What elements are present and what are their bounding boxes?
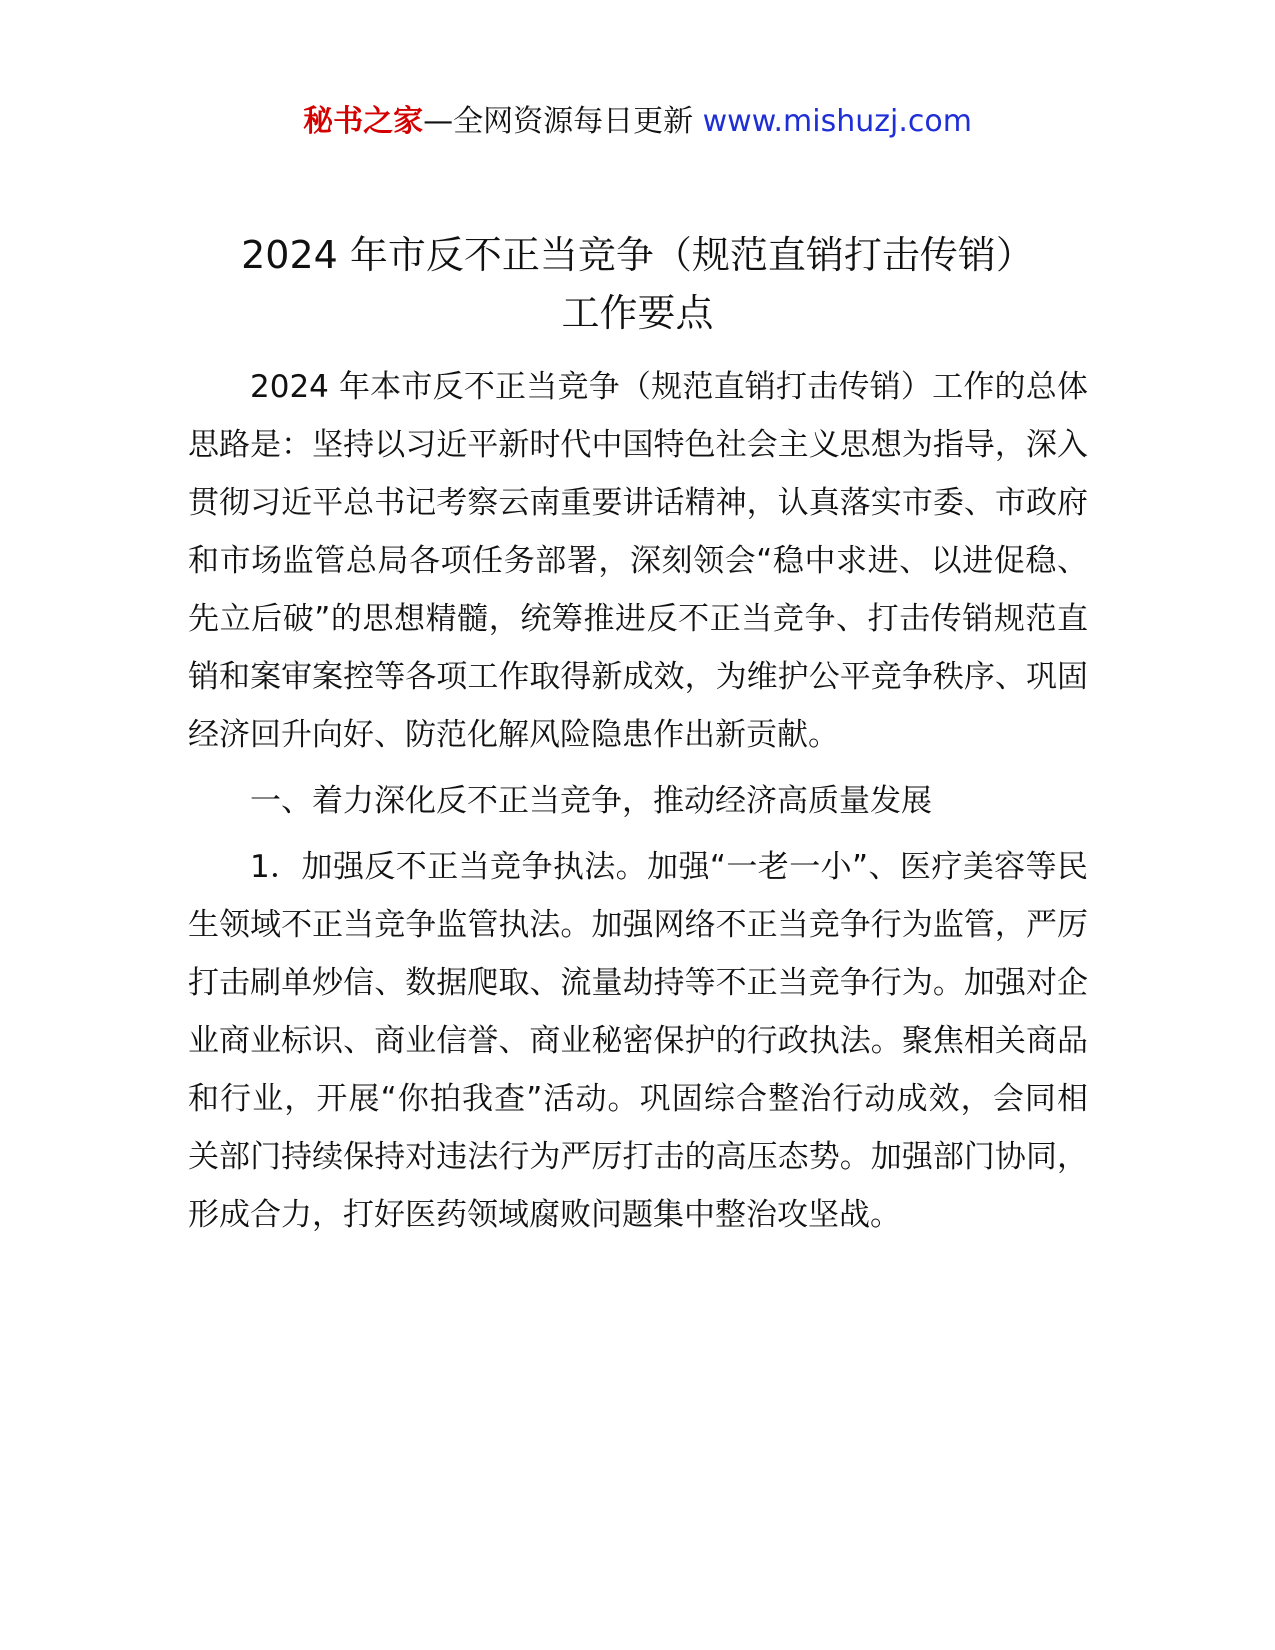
header-slogan: —全网资源每日更新 bbox=[423, 104, 694, 139]
document-body bbox=[188, 358, 1088, 1244]
brand-name: 秘书之家 bbox=[303, 104, 424, 139]
title-line-2: 工作要点 bbox=[561, 291, 714, 335]
site-header bbox=[0, 100, 1275, 144]
intro-paragraph: 2024 年本市反不正当竞争（规范直销打击传销）工作的总体思路是：坚持以习近平新时代中国特色社会主义思想为指导，深入贯彻习近平总书记考察云南重要讲话精神，认真落实市委、市政府和市场监管总局各项任务部署，深刻领会“稳中求进、以进促稳、先立后破”的思想精髓，统筹推进反不正当竞争、打击传销规范直销和案审案控等各项工作取得新成效，为维护公平竞争秩序、巩固经济回升向好、防范化解风险隐患作出新贡献。 bbox=[188, 369, 1088, 753]
section-heading: 一、着力深化反不正当竞争，推动经济高质量发展 bbox=[250, 783, 932, 819]
site-url-link[interactable]: www.mishuzj.com bbox=[702, 104, 972, 139]
title-line-1: 2024 年市反不正当竞争（规范直销打击传销） bbox=[241, 233, 1034, 277]
list-item-paragraph: 1．加强反不正当竞争执法。加强“一老一小”、医疗美容等民生领域不正当竞争监管执法。加强网络不正当竞争行为监管，严厉打击刷单炒信、数据爬取、流量劫持等不正当竞争行为。加强对企业商业标识、商业信誉、商业秘密保护的行政执法。聚焦相关商品和行业，开展“你拍我查”活动。巩固综合整治行动成效，会同相关部门持续保持对违法行为严厉打击的高压态势。加强部门协同，形成合力，打好医药领域腐败问题集中整治攻坚战。 bbox=[188, 849, 1088, 1233]
document-title bbox=[0, 226, 1275, 342]
